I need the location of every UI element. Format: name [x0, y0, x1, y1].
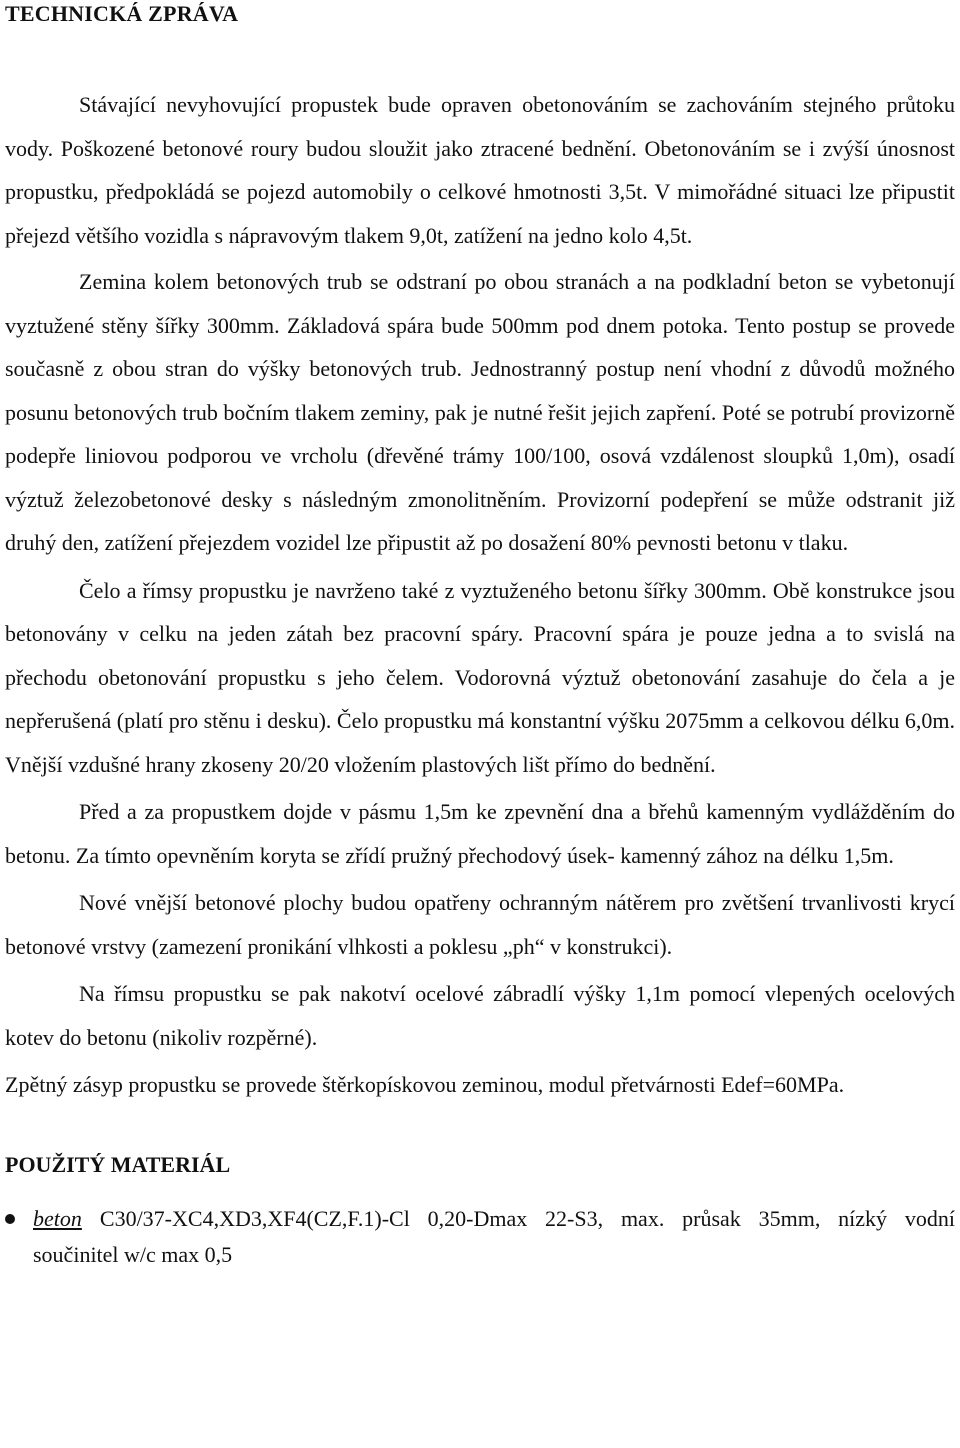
- material-spec: C30/37-XC4,XD3,XF4(CZ,F.1)-Cl 0,20-Dmax 22-S3, max. průsak 35mm, nízký vodní součinitel w/c max 0,5: [33, 1205, 955, 1267]
- document-page: [5, 0, 955, 1273]
- paragraph-excavation-procedure: Zemina kolem betonových trub se odstraní po obou stranách a na podkladní beton se vybetonují vyztužené stěny šířky 300mm. Základová spára bude 500mm pod dnem potoka. Tento postup se provede současně z obou stran do výšky betonových trub. Jednostranný postup není vhodní z důvodů možného posunu betonových trub bočním tlakem zeminy, pak je nutné řešit jejich zapření. Poté se potrubí provizorně podepře liniovou podporou ve vrcholu (dřevěné trámy 100/100, osová vzdálenost sloupků 1,0m), osadí výztuž železobetonové desky s následným zmonolitněním. Provizorní podepření se může odstranit již druhý den, zatížení přejezdem vozidel lze připustit až po dosažení 80% pevnosti betonu v tlaku.: [5, 269, 955, 555]
- material-list: [5, 1201, 955, 1273]
- material-section-heading: POUŽITÝ MATERIÁL: [5, 1151, 231, 1177]
- list-item: [5, 1201, 955, 1273]
- paragraph-culvert-repair: Stávající nevyhovující propustek bude opraven obetonováním se zachováním stejného průtoku vody. Poškozené betonové roury budou sloužit jako ztracené bednění. Obetonováním se i zvýší únosnost propustku, předpokládá se pojezd automobily o celkové hmotnosti 3,5t. V mimořádné situaci lze připustit přejezd většího vozidla s nápravovým tlakem 9,0t, zatížení na jedno kolo 4,5t.: [5, 92, 955, 248]
- paragraph-backfill: Zpětný zásyp propustku se provede štěrkopískovou zeminou, modul přetvárnosti Edef=60MPa.: [5, 1072, 845, 1097]
- paragraph-railing: Na římsu propustku se pak nakotví ocelové zábradlí výšky 1,1m pomocí vlepených ocelových kotev do betonu (nikoliv rozpěrné).: [5, 981, 955, 1050]
- page-title: TECHNICKÁ ZPRÁVA: [5, 1, 239, 26]
- paragraph-bed-reinforcement: Před a za propustkem dojde v pásmu 1,5m ke zpevnění dna a břehů kamenným vydlážděním do betonu. Za tímto opevněním koryta se zřídí pružný přechodový úsek- kamenný zához na délku 1,5m.: [5, 799, 955, 868]
- bullet-icon: [5, 1214, 15, 1224]
- paragraph-protective-coating: Nové vnější betonové plochy budou opatřeny ochranným nátěrem pro zvětšení trvanlivosti krycí betonové vrstvy (zamezení pronikání vlhkosti a poklesu „ph“ v konstrukci).: [5, 890, 955, 959]
- material-name: beton: [33, 1205, 82, 1231]
- paragraph-headwall: Čelo a římsy propustku je navrženo také z vyztuženého betonu šířky 300mm. Obě konstrukce jsou betonovány v celku na jeden zátah bez pracovní spáry. Pracovní spára je pouze jedna a to svislá na přechodu obetonování propustku s jeho čelem. Vodorovná výztuž obetonování zasahuje do čela a je nepřerušená (platí pro stěnu i desku). Čelo propustku má konstantní výšku 2075mm a celkovou délku 6,0m. Vnější vzdušné hrany zkoseny 20/20 vložením plastových lišt přímo do bednění.: [5, 577, 955, 777]
